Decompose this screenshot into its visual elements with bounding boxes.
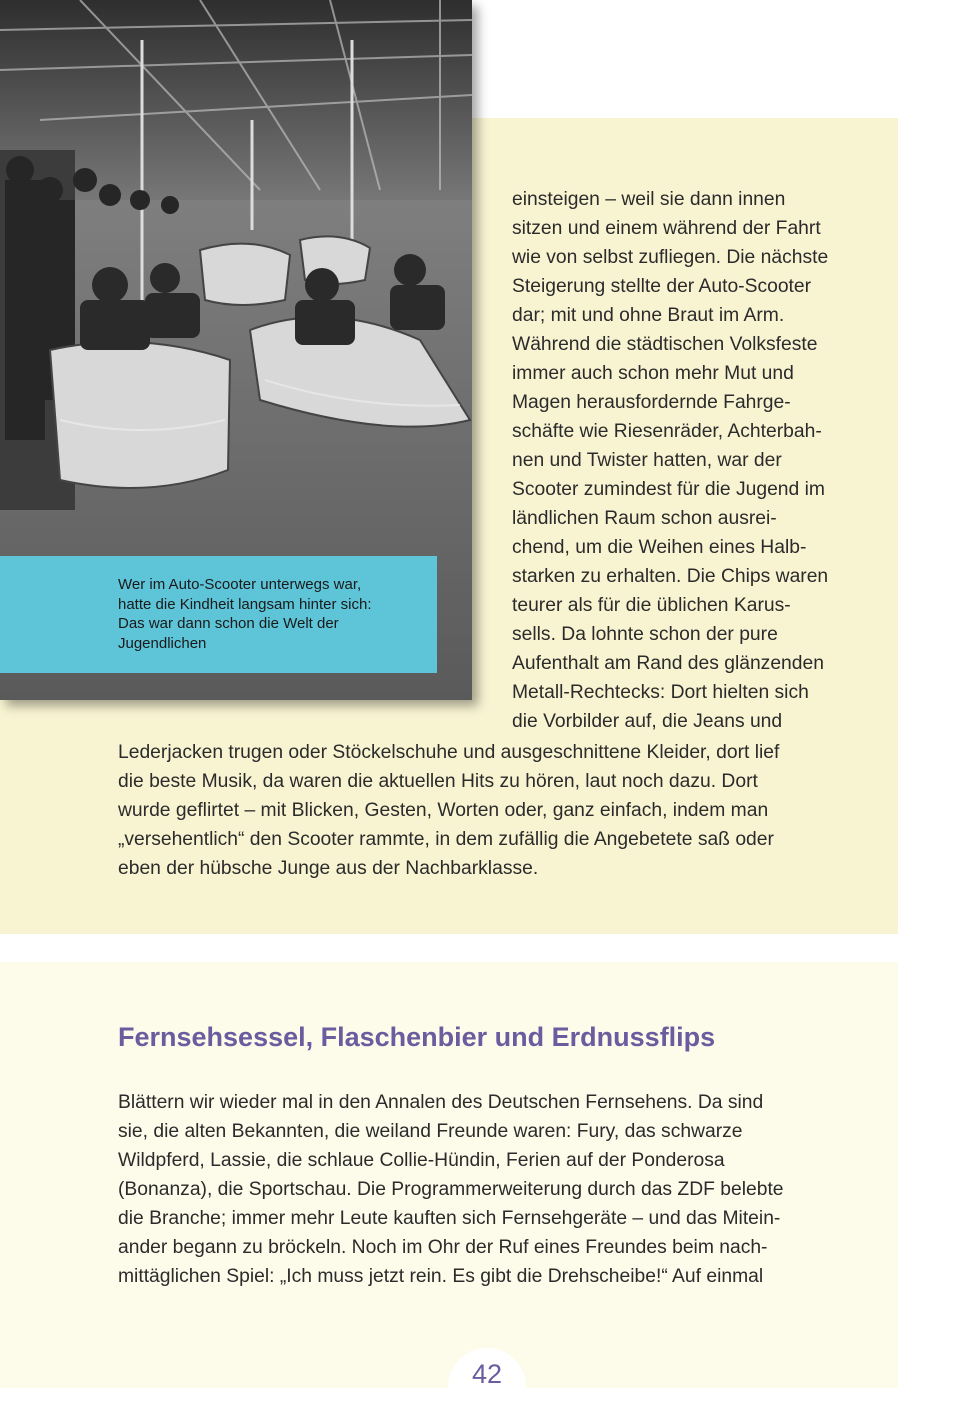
text-line: Metall-Rechtecks: Dort hielten sich: [512, 682, 809, 703]
caption-line: Das war dann schon die Welt der: [118, 615, 339, 632]
text-line: sitzen und einem während der Fahrt: [512, 218, 821, 239]
full-width-text: [118, 738, 779, 883]
text-line: sie, die alten Bekannten, die weiland Freunde waren: Fury, das schwarze: [118, 1121, 743, 1142]
text-line: mittäglichen Spiel: „Ich muss jetzt rein. Es gibt die Drehscheibe!“ Auf einmal: [118, 1266, 764, 1287]
text-line: die Vorbilder auf, die Jeans und: [512, 711, 783, 732]
text-line: Wildpferd, Lassie, die schlaue Collie-Hündin, Ferien auf der Ponderosa: [118, 1150, 725, 1171]
text-line: sells. Da lohnte schon der pure: [512, 624, 778, 645]
text-line: Aufenthalt am Rand des glänzenden: [512, 653, 824, 674]
text-line: nen und Twister hatten, war der: [512, 450, 782, 471]
text-line: dar; mit und ohne Braut im Arm.: [512, 305, 785, 326]
text-line: „versehentlich“ den Scooter rammte, in dem zufällig die Angebetete saß oder: [118, 829, 774, 850]
text-line: einsteigen – weil sie dann innen: [512, 189, 786, 210]
text-line: Lederjacken trugen oder Stöckelschuhe und ausgeschnittene Kleider, dort lief: [118, 742, 780, 763]
page-number: 42: [448, 1348, 526, 1400]
text-line: teurer als für die üblichen Karus-: [512, 595, 791, 616]
text-line: schäfte wie Riesenräder, Achterbah-: [512, 421, 822, 442]
text-line: Magen herausfordernde Fahrge-: [512, 392, 791, 413]
text-line: ander begann zu bröckeln. Noch im Ohr der Ruf eines Freundes beim nach-: [118, 1237, 768, 1258]
section-body-text: [118, 1088, 784, 1291]
text-line: Scooter zumindest für die Jugend im: [512, 479, 825, 500]
caption-line: hatte die Kindheit langsam hinter sich:: [118, 595, 372, 613]
caption-line: Wer im Auto-Scooter unterwegs war,: [118, 576, 362, 593]
photo-caption: [0, 556, 437, 673]
text-line: wurde geflirtet – mit Blicken, Gesten, Worten oder, ganz einfach, indem man: [118, 800, 769, 821]
text-line: Steigerung stellte der Auto-Scooter: [512, 276, 812, 297]
text-line: Während die städtischen Volksfeste: [512, 334, 818, 355]
caption-line: Jugendlichen: [118, 634, 207, 652]
narrow-text-column: [512, 185, 828, 736]
text-line: die Branche; immer mehr Leute kauften sich Fernsehgeräte – und das Mitein-: [118, 1208, 781, 1229]
text-line: immer auch schon mehr Mut und: [512, 363, 794, 384]
text-line: eben der hübsche Junge aus der Nachbarklasse.: [118, 858, 539, 879]
text-line: ländlichen Raum schon ausrei-: [512, 508, 777, 529]
text-line: chend, um die Weihen eines Halb-: [512, 537, 807, 558]
text-line: starken zu erhalten. Die Chips waren: [512, 566, 829, 587]
section-heading: Fernsehsessel, Flaschenbier und Erdnussflips: [118, 1022, 716, 1052]
text-line: (Bonanza), die Sportschau. Die Programmerweiterung durch das ZDF belebte: [118, 1179, 784, 1200]
text-line: die beste Musik, da waren die aktuellen Hits zu hören, laut noch dazu. Dort: [118, 771, 758, 792]
text-line: wie von selbst zufliegen. Die nächste: [512, 247, 829, 268]
text-line: Blättern wir wieder mal in den Annalen des Deutschen Fernsehens. Da sind: [118, 1092, 764, 1113]
